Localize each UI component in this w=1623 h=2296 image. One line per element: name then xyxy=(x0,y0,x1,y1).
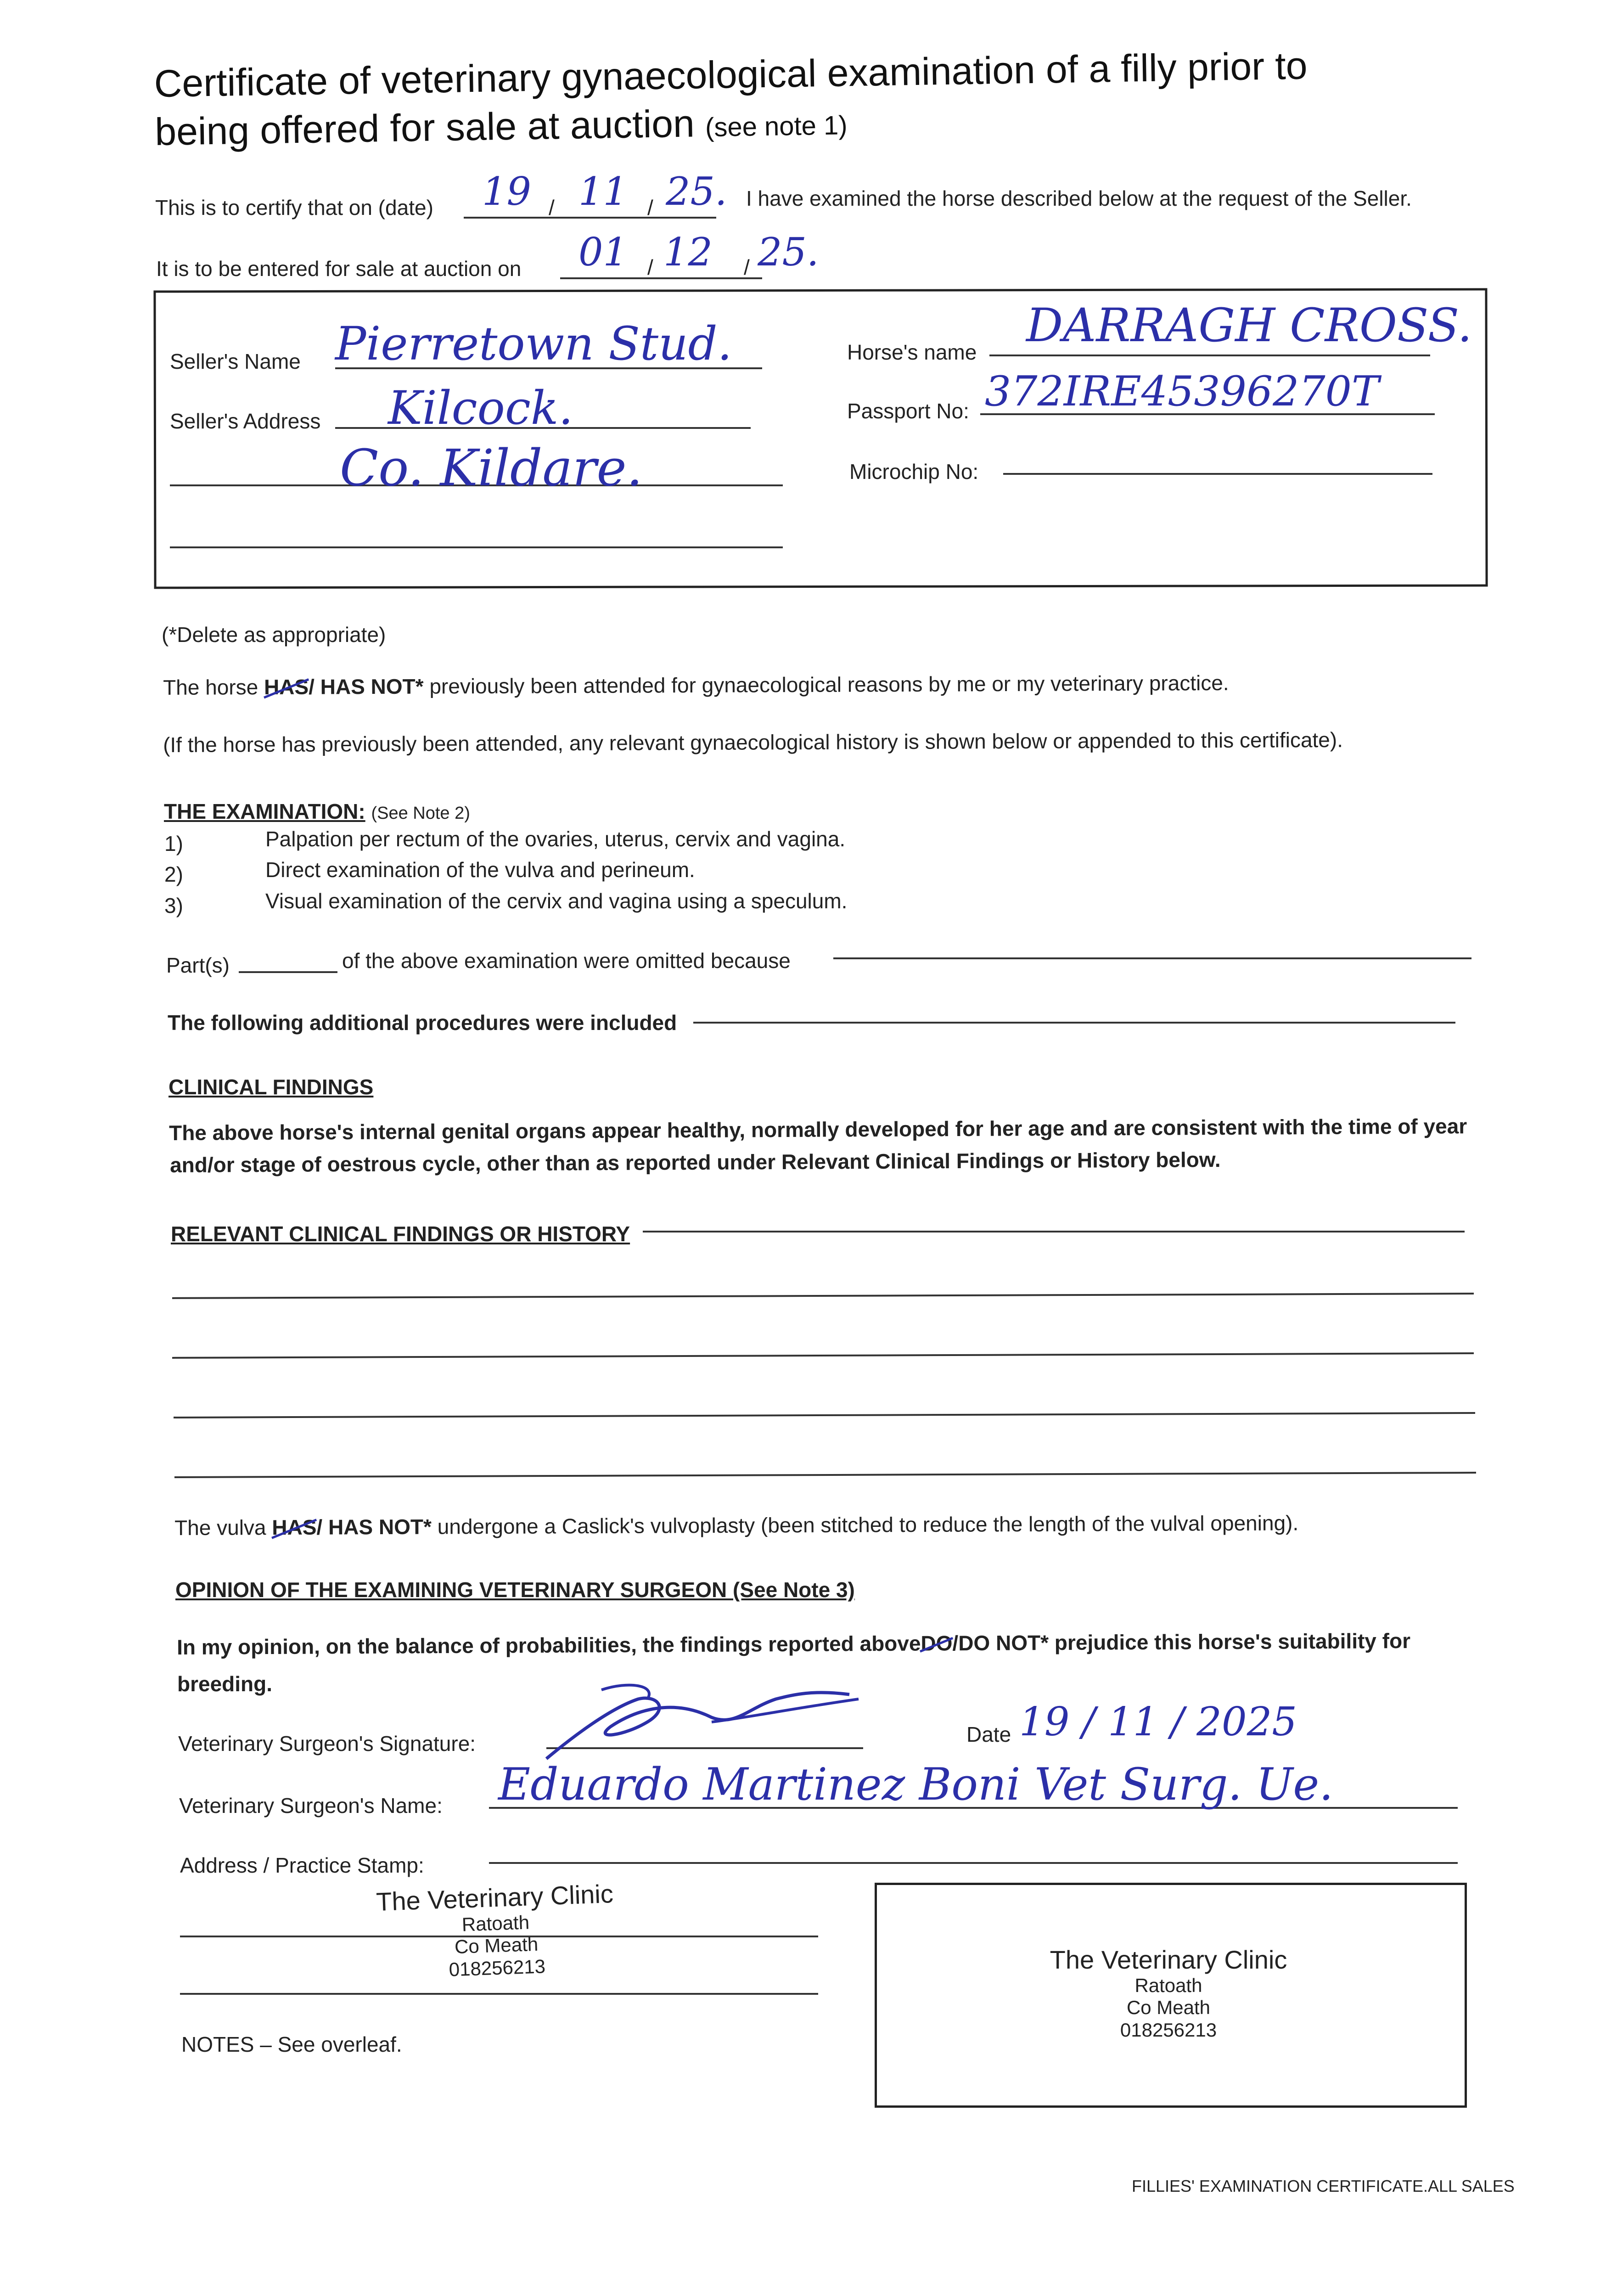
additional-procedures-label: The following additional procedures were included xyxy=(168,1011,677,1035)
additional-procedures-line xyxy=(693,1022,1455,1024)
attended-statement: The horse HAS/ HAS NOT* previously been attended for gynaecological reasons by me or my veterinary practice. xyxy=(163,670,1229,699)
relevant-findings-line-1 xyxy=(172,1293,1474,1299)
stamp-left-town: Ratoath xyxy=(461,1911,530,1936)
certify-date-year: 25. xyxy=(666,169,727,214)
stamp-left-county: Co Meath xyxy=(454,1933,539,1958)
signature-label: Veterinary Surgeon's Signature: xyxy=(178,1732,476,1756)
relevant-findings-line-4 xyxy=(174,1472,1476,1478)
horse-name-label: Horse's name xyxy=(847,340,977,364)
attended-has-not: / HAS NOT* xyxy=(309,674,424,699)
seller-name-label: Seller's Name xyxy=(170,349,301,373)
horse-name-value: DARRAGH CROSS. xyxy=(1026,298,1472,352)
microchip-label: Microchip No: xyxy=(849,460,979,484)
opinion-do-not: /DO NOT* xyxy=(952,1631,1049,1655)
seller-address-line1: Kilcock. xyxy=(388,381,573,435)
examination-heading: THE EXAMINATION: (See Note 2) xyxy=(164,799,470,823)
document-title xyxy=(154,42,1309,156)
title-line-2: being offered for sale at auction (see note 1) xyxy=(154,101,848,153)
opinion-text-1: In my opinion, on the balance of probabilities, the findings reported aboveDO/DO NOT* prejudice this horse's suitability for xyxy=(177,1628,1411,1659)
relevant-findings-line-2 xyxy=(172,1352,1474,1359)
seller-address-line2: Co. Kildare. xyxy=(340,439,643,497)
opinion-do-struck: DO xyxy=(921,1631,953,1655)
certify-date-month: 11 xyxy=(578,169,628,214)
certify-suffix: I have examined the horse described below at the request of the Seller. xyxy=(746,186,1412,210)
signature-date-value: 19 / 11 / 2025 xyxy=(1019,1699,1297,1745)
address-stamp-label: Address / Practice Stamp: xyxy=(180,1853,424,1877)
title-line-1: Certificate of veterinary gynaecological examination of a filly prior to xyxy=(154,44,1308,105)
relevant-findings-line-0 xyxy=(643,1231,1465,1232)
stamp-right-town: Ratoath xyxy=(1134,1975,1202,1996)
auction-date-year: 25. xyxy=(758,230,819,275)
certify-date-sep-1: / xyxy=(549,196,555,219)
date-label: Date xyxy=(966,1722,1011,1746)
vulva-has-struck: HAS xyxy=(272,1515,317,1540)
notes-text: NOTES – See overleaf. xyxy=(181,2032,402,2056)
history-note: (If the horse has previously been attended, any relevant gynaecological history is shown below or appended to this certificate). xyxy=(163,727,1343,757)
auction-date-month: 12 xyxy=(663,230,713,275)
vulva-statement: The vulva HAS/ HAS NOT* undergone a Caslick's vulvoplasty (been stitched to reduce the length of the vulval opening). xyxy=(174,1511,1299,1540)
certify-date-underline xyxy=(464,217,716,219)
opinion-heading: OPINION OF THE EXAMINING VETERINARY SURGEON (See Note 3) xyxy=(175,1578,855,1602)
stamp-left-name: The Veterinary Clinic xyxy=(376,1879,614,1917)
auction-date-underline xyxy=(560,277,762,279)
horse-name-line xyxy=(989,355,1430,356)
certify-prefix: This is to certify that on (date) xyxy=(155,196,433,219)
parts-line xyxy=(239,971,337,973)
exam-item-2-num: 2) xyxy=(164,862,183,886)
exam-item-3-text: Visual examination of the cervix and vagina using a speculum. xyxy=(265,889,848,913)
seller-address-line-3 xyxy=(170,546,783,548)
attended-has-struck: HAS xyxy=(264,675,309,699)
exam-item-1-text: Palpation per rectum of the ovaries, uterus, cervix and vagina. xyxy=(265,827,846,851)
auction-prefix: It is to be entered for sale at auction on xyxy=(156,257,522,281)
auction-date-sep-1: / xyxy=(647,255,653,279)
stamp-right xyxy=(1012,1945,1325,2041)
clinical-findings-text-1: The above horse's internal genital organs appear healthy, normally developed for her age and are consistent with the time of year xyxy=(169,1114,1467,1145)
vulva-has-not: / HAS NOT* xyxy=(316,1514,432,1539)
relevant-findings-heading: RELEVANT CLINICAL FINDINGS OR HISTORY xyxy=(171,1222,630,1246)
passport-value: 372IRE45396270T xyxy=(985,367,1379,416)
stamp-right-county: Co Meath xyxy=(1126,1997,1211,2019)
seller-address-label: Seller's Address xyxy=(170,409,321,433)
stamp-right-name: The Veterinary Clinic xyxy=(1050,1945,1287,1974)
auction-date-day: 01 xyxy=(578,230,628,275)
surgeon-name-value: Eduardo Martinez Boni Vet Surg. Ue. xyxy=(498,1759,1333,1810)
clinical-findings-heading: CLINICAL FINDINGS xyxy=(168,1075,374,1099)
delete-note: (*Delete as appropriate) xyxy=(162,623,386,647)
passport-label: Passport No: xyxy=(847,399,969,423)
exam-item-3-num: 3) xyxy=(164,894,183,917)
parts-prefix: Part(s) xyxy=(166,953,230,977)
stamp-right-phone: 018256213 xyxy=(1120,2019,1217,2041)
certify-date-sep-2: / xyxy=(647,196,653,219)
stamp-left xyxy=(366,1878,626,1983)
microchip-line xyxy=(1003,473,1432,475)
seller-name-value: Pierretown Stud. xyxy=(335,317,732,371)
exam-item-2-text: Direct examination of the vulva and perineum. xyxy=(265,858,695,882)
address-stamp-line xyxy=(489,1862,1458,1864)
relevant-findings-line-3 xyxy=(174,1412,1475,1418)
surgeon-name-label: Veterinary Surgeon's Name: xyxy=(179,1794,443,1818)
clinical-findings-text-2: and/or stage of oestrous cycle, other than as reported under Relevant Clinical Findings or History below. xyxy=(170,1148,1221,1177)
footer-text: FILLIES' EXAMINATION CERTIFICATE.ALL SALES xyxy=(1132,2177,1515,2195)
parts-reason-line xyxy=(833,957,1471,959)
exam-item-1-num: 1) xyxy=(164,832,183,855)
title-note: (see note 1) xyxy=(705,110,848,143)
stamp-left-phone: 018256213 xyxy=(448,1955,546,1981)
stamp-left-line-2 xyxy=(180,1993,818,1995)
certify-date-day: 19 xyxy=(482,169,531,214)
auction-date-sep-2: / xyxy=(744,255,750,279)
parts-suffix: of the above examination were omitted because xyxy=(342,949,791,973)
opinion-text-2: breeding. xyxy=(177,1672,273,1696)
